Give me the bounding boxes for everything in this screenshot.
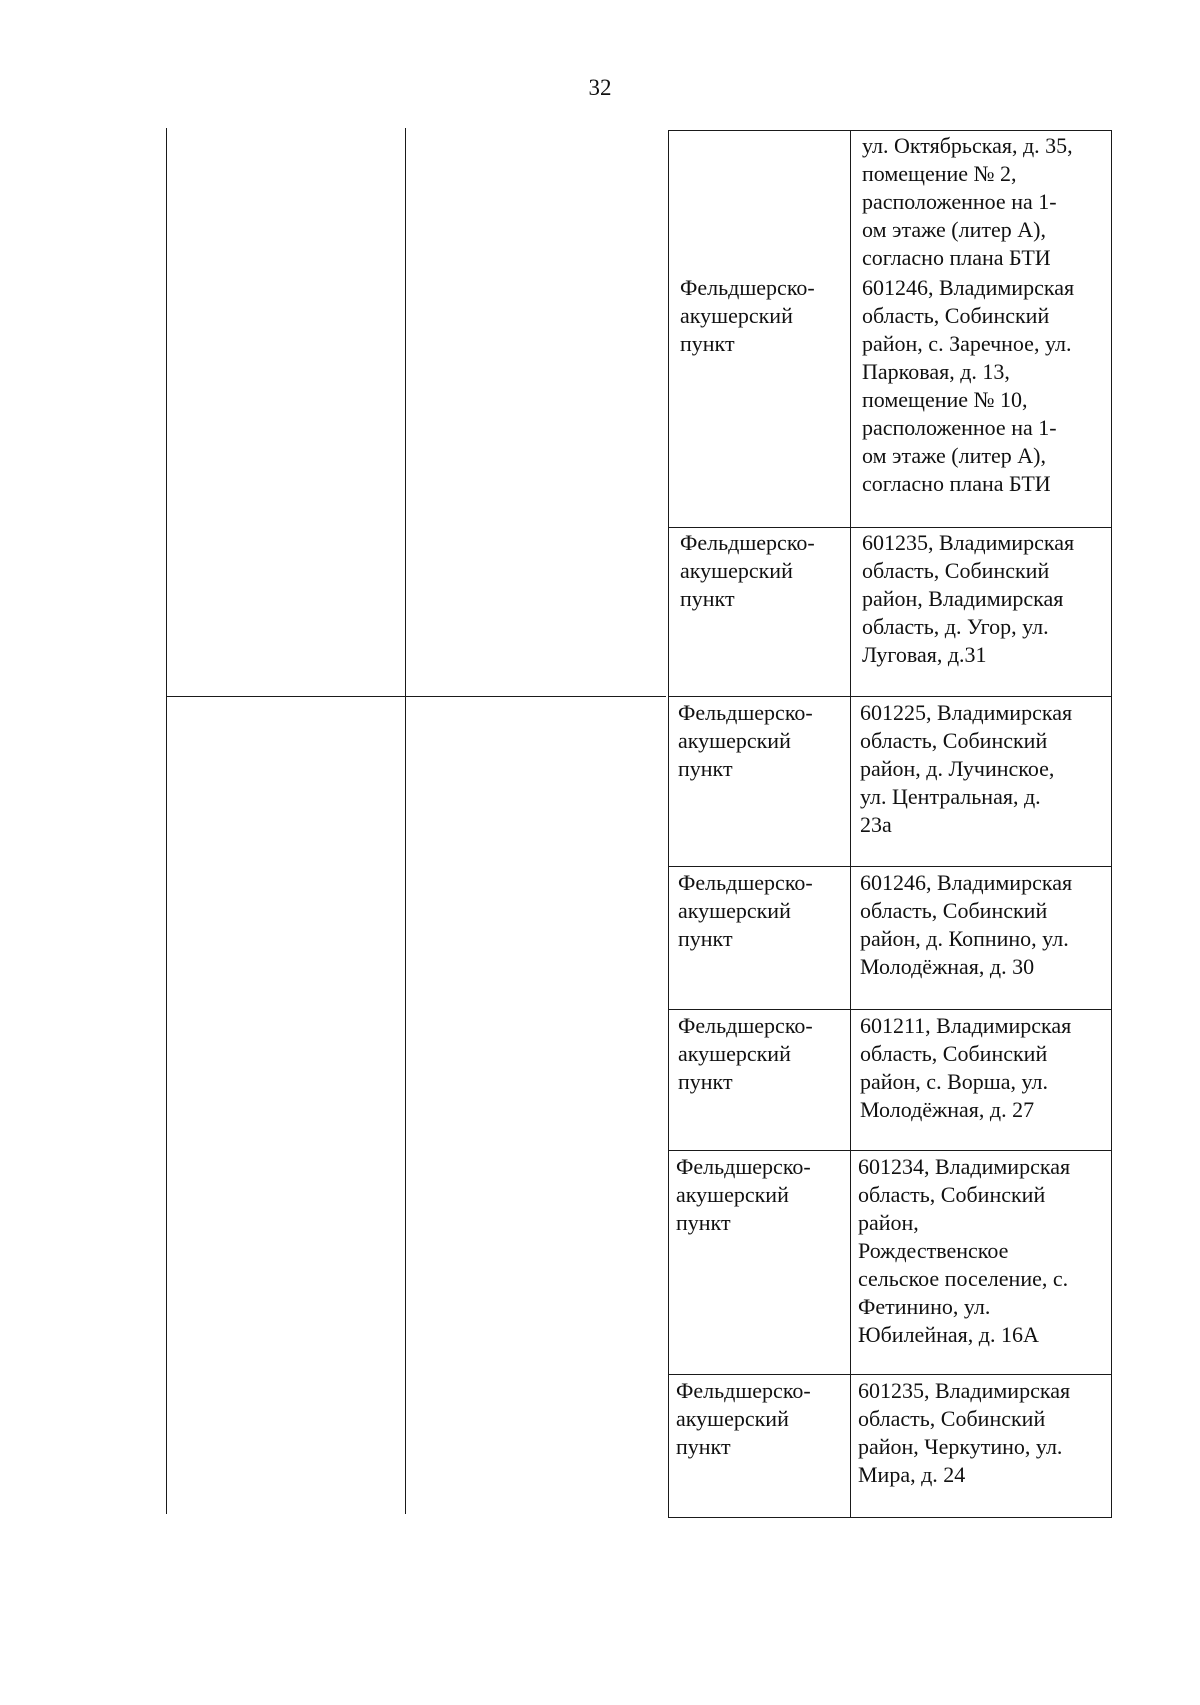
address-line: область, Собинский	[860, 728, 1048, 753]
name-line: акушерский	[678, 728, 791, 753]
right-table-border-right	[1111, 130, 1112, 1518]
name-line: Фельдшерско-	[678, 1013, 813, 1038]
name-line: акушерский	[676, 1182, 789, 1207]
address-line: район, Владимирская	[862, 586, 1064, 611]
address-line: 601246, Владимирская	[862, 275, 1075, 300]
address-line: Парковая, д. 13,	[862, 359, 1010, 384]
address-line: Фетинино, ул.	[858, 1294, 991, 1319]
name-line: Фельдшерско-	[680, 530, 815, 555]
name-line: пункт	[678, 756, 733, 781]
address-line: область, Собинский	[858, 1406, 1046, 1431]
address-line: Молодёжная, д. 27	[860, 1097, 1035, 1122]
address-line: район, с. Заречное, ул.	[862, 331, 1072, 356]
row-2-address	[862, 529, 1074, 669]
row-5-address	[860, 1012, 1071, 1124]
right-table-bottom	[668, 1517, 1112, 1518]
address-line: область, Собинский	[862, 558, 1050, 583]
right-table-top	[668, 130, 1112, 131]
address-line: область, Собинский	[860, 1041, 1048, 1066]
row-divider-1	[668, 527, 1112, 528]
address-line: ом этаже (литер А),	[862, 217, 1046, 242]
name-line: пункт	[676, 1434, 731, 1459]
row-divider-4	[668, 1009, 1112, 1010]
name-line: Фельдшерско-	[678, 700, 813, 725]
row-7-facility-name	[676, 1377, 811, 1461]
row-divider-5	[668, 1150, 1112, 1151]
name-line: акушерский	[680, 303, 793, 328]
row-4-address	[860, 869, 1072, 981]
row-0-address	[862, 132, 1073, 272]
left-row-divider	[166, 696, 666, 697]
name-line: пункт	[678, 1069, 733, 1094]
row-3-address	[860, 699, 1072, 839]
row-divider-6	[668, 1374, 1112, 1375]
address-line: Мира, д. 24	[858, 1462, 966, 1487]
name-line: акушерский	[676, 1406, 789, 1431]
address-line: область, Собинский	[862, 303, 1050, 328]
name-line: пункт	[676, 1210, 731, 1235]
address-line: ул. Центральная, д.	[860, 784, 1041, 809]
row-6-address	[858, 1153, 1070, 1349]
name-line: Фельдшерско-	[676, 1154, 811, 1179]
address-line: район, д. Лучинское,	[860, 756, 1055, 781]
address-line: район, Черкутино, ул.	[858, 1434, 1063, 1459]
address-line: область, Собинский	[860, 898, 1048, 923]
address-line: согласно плана БТИ	[862, 471, 1051, 496]
name-line: пункт	[680, 586, 735, 611]
address-line: согласно плана БТИ	[862, 245, 1051, 270]
address-line: 601234, Владимирская	[858, 1154, 1071, 1179]
row-6-facility-name	[676, 1153, 811, 1237]
row-divider-3	[668, 866, 1112, 867]
address-line: Молодёжная, д. 30	[860, 954, 1035, 979]
address-line: Луговая, д.31	[862, 642, 987, 667]
right-table-border-mid	[850, 130, 851, 1518]
address-line: 601225, Владимирская	[860, 700, 1073, 725]
name-line: пункт	[680, 331, 735, 356]
address-line: ом этаже (литер А),	[862, 443, 1046, 468]
name-line: Фельдшерско-	[680, 275, 815, 300]
left-col-border-2	[405, 128, 406, 1514]
row-1-facility-name	[680, 274, 815, 358]
address-line: помещение № 2,	[862, 161, 1017, 186]
left-col-border-1	[166, 128, 167, 1514]
right-table-border-left	[668, 130, 669, 1518]
address-line: район,	[858, 1210, 919, 1235]
address-line: район, д. Копнино, ул.	[860, 926, 1069, 951]
address-line: Юбилейная, д. 16А	[858, 1322, 1039, 1347]
address-line: 601211, Владимирская	[860, 1013, 1072, 1038]
name-line: акушерский	[680, 558, 793, 583]
address-line: 601246, Владимирская	[860, 870, 1073, 895]
address-line: Рождественское	[858, 1238, 1009, 1263]
address-line: область, Собинский	[858, 1182, 1046, 1207]
row-1-address	[862, 274, 1074, 498]
name-line: пункт	[678, 926, 733, 951]
address-line: расположенное на 1-	[862, 415, 1057, 440]
address-line: 601235, Владимирская	[858, 1378, 1071, 1403]
name-line: Фельдшерско-	[678, 870, 813, 895]
row-divider-2	[668, 696, 1112, 697]
row-7-address	[858, 1377, 1070, 1489]
row-2-facility-name	[680, 529, 815, 613]
address-line: сельское поселение, с.	[858, 1266, 1069, 1291]
row-5-facility-name	[678, 1012, 813, 1096]
name-line: акушерский	[678, 1041, 791, 1066]
address-line: 23а	[860, 812, 892, 837]
address-line: расположенное на 1-	[862, 189, 1057, 214]
address-line: помещение № 10,	[862, 387, 1028, 412]
address-line: область, д. Угор, ул.	[862, 614, 1049, 639]
row-3-facility-name	[678, 699, 813, 783]
name-line: Фельдшерско-	[676, 1378, 811, 1403]
row-4-facility-name	[678, 869, 813, 953]
page-number: 32	[588, 75, 612, 100]
address-line: 601235, Владимирская	[862, 530, 1075, 555]
address-line: ул. Октябрьская, д. 35,	[862, 133, 1073, 158]
name-line: акушерский	[678, 898, 791, 923]
address-line: район, с. Ворша, ул.	[860, 1069, 1048, 1094]
